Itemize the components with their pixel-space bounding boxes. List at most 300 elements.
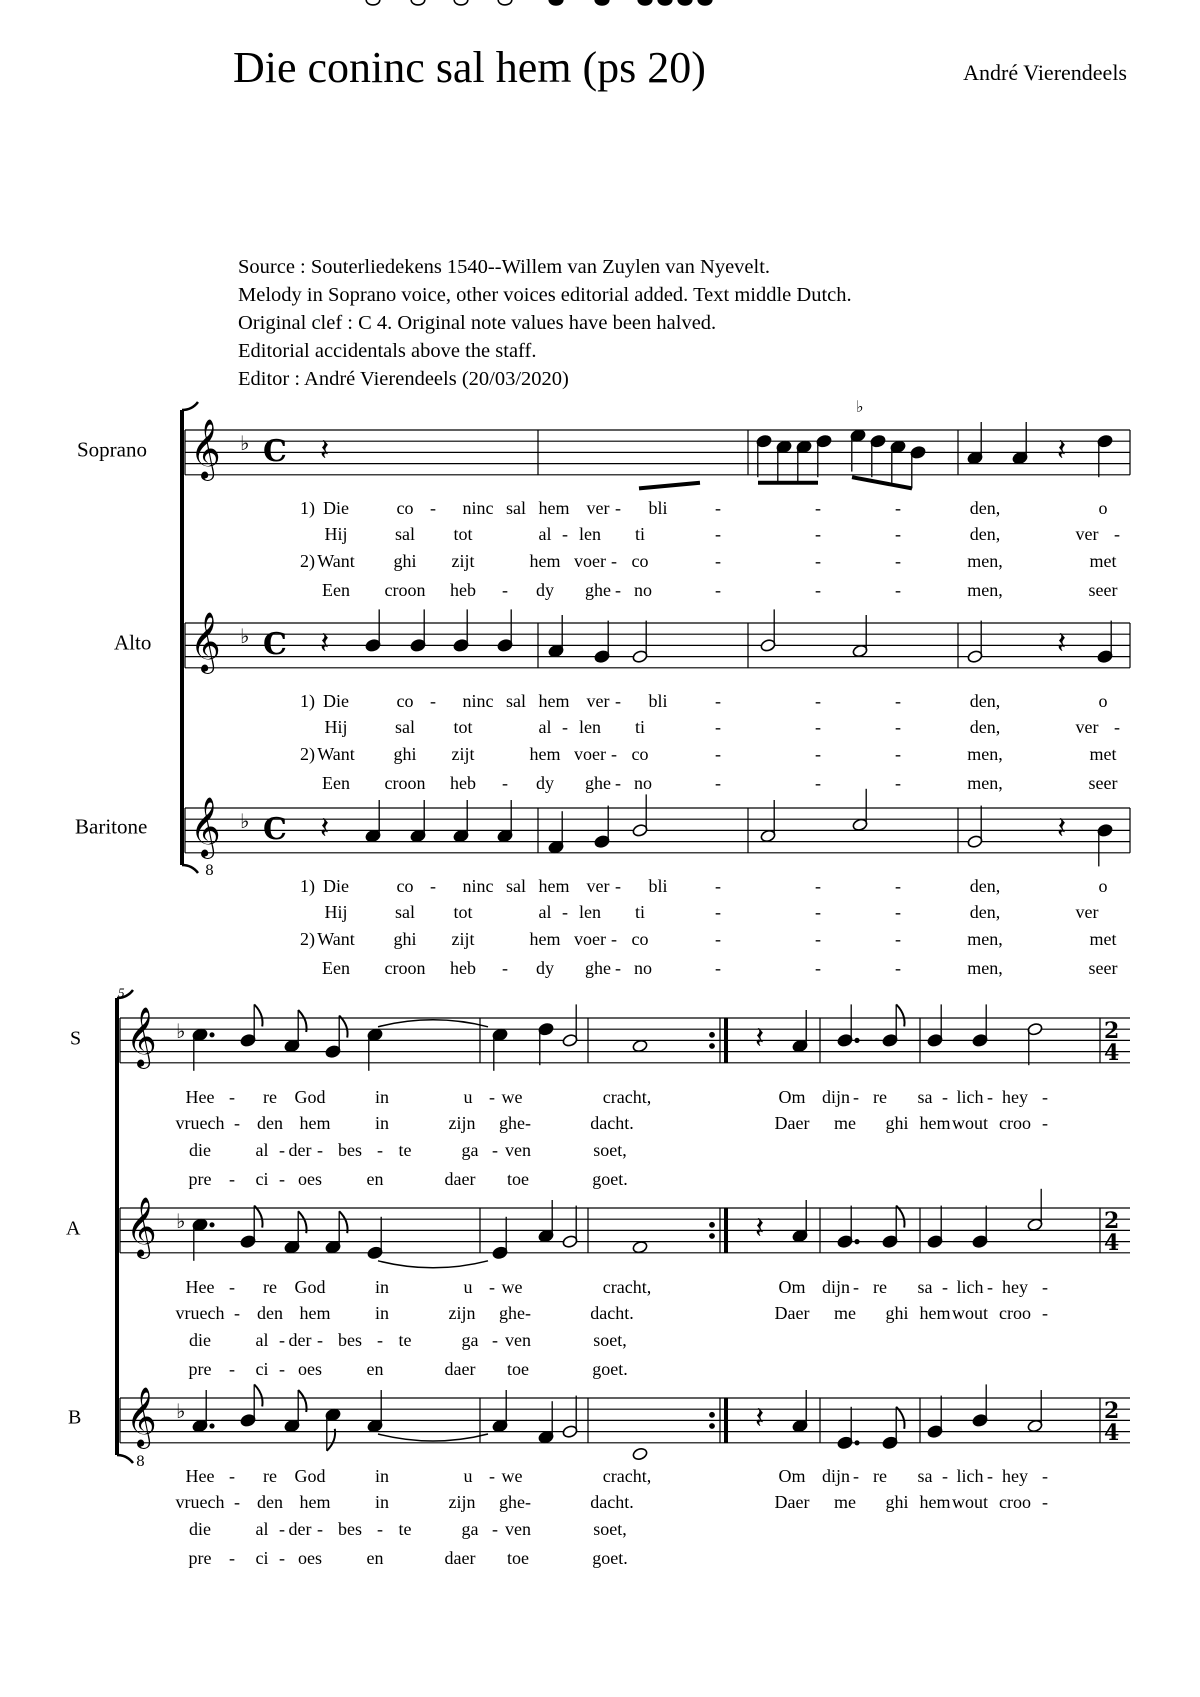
lyric-syllable: men, <box>967 958 1003 978</box>
time-signature-common: C <box>263 627 287 662</box>
lyric-syllable: ti <box>634 902 646 922</box>
lyric-syllable: hem <box>538 876 570 896</box>
lyric-syllable: den, <box>969 498 1001 518</box>
lyric-syllable: hem <box>299 1303 331 1323</box>
lyric-syllable: croo <box>999 1113 1031 1133</box>
lyric-syllable: ghe <box>499 1492 525 1512</box>
lyric-syllable: sal <box>506 876 526 896</box>
lyric-syllable: - <box>430 876 436 896</box>
tie <box>378 1020 488 1027</box>
lyric-syllable: ver <box>586 691 610 711</box>
lyric-syllable: - <box>942 1087 948 1107</box>
lyric-syllable: o <box>1098 498 1108 518</box>
lyric-syllable: God <box>294 1277 326 1297</box>
lyric-syllable: - <box>815 958 821 978</box>
lyric-syllable: - <box>615 773 621 793</box>
voice-abbr-b: B <box>68 1406 82 1429</box>
lyric-syllable: hem <box>919 1492 951 1512</box>
lyric-syllable: - <box>987 1087 993 1107</box>
lyric-syllable: Die <box>323 876 349 896</box>
lyric-syllable: we <box>501 1087 523 1107</box>
lyric-syllable: heb <box>450 958 476 978</box>
note-editor: Editor : André Vierendeels (20/03/2020) <box>238 368 569 390</box>
beam <box>852 477 912 488</box>
lyric-syllable: Daer <box>774 1303 810 1323</box>
lyric-syllable: - <box>715 773 721 793</box>
lyric-syllable: no <box>634 958 652 978</box>
lyric-syllable: ti <box>634 524 646 544</box>
lyric-syllable: den <box>257 1113 283 1133</box>
lyric-syllable: - <box>895 717 901 737</box>
lyric-syllable: al <box>538 717 552 737</box>
voice-label-baritone: Baritone <box>75 814 148 839</box>
lyric-syllable: den, <box>969 691 1001 711</box>
lyric-syllable: Hij <box>324 902 348 922</box>
lyric-syllable: Om <box>778 1087 806 1107</box>
lyric-syllable: - <box>279 1140 285 1160</box>
lyric-syllable: Want <box>317 744 355 764</box>
key-signature-flat: ♭ <box>240 624 250 648</box>
voice-abbr-a: A <box>66 1217 81 1240</box>
lyric-syllable: al <box>538 524 552 544</box>
treble-clef: 𝄞 <box>126 1387 157 1447</box>
lyric-syllable: croon <box>384 580 426 600</box>
lyric-syllable: - <box>317 1330 323 1350</box>
lyric-syllable: - <box>715 876 721 896</box>
note-head <box>366 0 380 5</box>
bracket-hook <box>182 402 198 410</box>
lyric-syllable: re <box>873 1087 887 1107</box>
lyric-syllable: al <box>255 1330 269 1350</box>
lyric-syllable: den, <box>969 717 1001 737</box>
lyric-syllable: in <box>374 1303 390 1323</box>
lyric-syllable: God <box>294 1087 326 1107</box>
lyric-syllable: - <box>715 524 721 544</box>
lyric-syllable: wout <box>952 1492 988 1512</box>
lyric-syllable: zijt <box>451 551 475 571</box>
dot <box>855 1441 859 1445</box>
lyric-syllable: croon <box>384 958 426 978</box>
clef-octave-mark: 8 <box>205 863 214 879</box>
lyric-syllable: pre <box>188 1548 212 1568</box>
lyric-syllable: Een <box>322 773 350 793</box>
lyric-syllable: te <box>398 1140 412 1160</box>
time-signature-common: C <box>263 434 287 469</box>
lyric-syllable: - <box>715 498 721 518</box>
lyric-syllable: - <box>895 876 901 896</box>
lyric-syllable: voer <box>574 551 606 571</box>
lyric-syllable: - <box>611 744 617 764</box>
lyric-syllable: - <box>279 1519 285 1539</box>
key-signature-flat: ♭ <box>240 431 250 455</box>
lyric-syllable: den, <box>969 902 1001 922</box>
lyric-syllable: ci <box>255 1169 269 1189</box>
note-melody: Melody in Soprano voice, other voices editorial added. Text middle Dutch. <box>238 284 852 306</box>
lyric-syllable: - <box>1042 1466 1048 1486</box>
clef-octave-mark: 8 <box>136 1454 145 1470</box>
lyric-syllable: te <box>398 1330 412 1350</box>
lyric-syllable: oes <box>298 1169 322 1189</box>
lyric-syllable: bes <box>338 1519 362 1539</box>
lyric-syllable: sal <box>395 524 415 544</box>
lyric-syllable: - <box>492 1330 498 1350</box>
note-flag <box>254 1004 262 1026</box>
lyric-syllable: hem <box>538 498 570 518</box>
lyric-syllable: ghe <box>585 580 611 600</box>
lyric-syllable: ci <box>255 1359 269 1379</box>
lyric-syllable: met <box>1089 744 1117 764</box>
lyric-syllable: - <box>430 498 436 518</box>
lyric-syllable: heb <box>450 773 476 793</box>
lyric-syllable: - <box>715 744 721 764</box>
lyric-syllable: len <box>579 524 601 544</box>
lyric-syllable: men, <box>967 551 1003 571</box>
lyric-syllable: - <box>234 1492 240 1512</box>
lyric-syllable: lich <box>956 1087 984 1107</box>
time-signature-den: 4 <box>1104 1420 1120 1446</box>
lyric-syllable: zijn <box>448 1492 476 1512</box>
lyric-syllable: heb <box>450 580 476 600</box>
verse-number: 2) <box>300 929 315 949</box>
treble-clef: 𝄞 <box>190 797 221 857</box>
lyric-syllable: Want <box>317 929 355 949</box>
verse-number: 1) <box>300 498 315 518</box>
lyric-syllable: u <box>463 1087 473 1107</box>
lyric-syllable: - <box>615 498 621 518</box>
lyric-syllable: o <box>1098 876 1108 896</box>
voice-abbr-s: S <box>70 1027 82 1050</box>
lyric-syllable: goet. <box>592 1359 628 1379</box>
tie <box>378 1434 488 1441</box>
lyric-syllable: hem <box>538 691 570 711</box>
note-head <box>632 1447 648 1461</box>
bracket-hook <box>117 1455 133 1463</box>
lyric-syllable: cracht, <box>602 1087 652 1107</box>
lyric-syllable: die <box>189 1519 211 1539</box>
time-signature-den: 4 <box>1104 1230 1120 1256</box>
lyric-syllable: wout <box>952 1303 988 1323</box>
lyric-syllable: sal <box>506 691 526 711</box>
lyric-syllable: hem <box>299 1113 331 1133</box>
lyric-syllable: - <box>234 1303 240 1323</box>
lyric-syllable: - <box>815 876 821 896</box>
lyric-syllable: - <box>895 958 901 978</box>
lyric-syllable: dacht. <box>590 1113 634 1133</box>
lyric-syllable: - <box>377 1140 383 1160</box>
lyric-syllable: - <box>1042 1113 1048 1133</box>
lyric-syllable: - <box>615 876 621 896</box>
repeat-dot <box>710 1044 715 1049</box>
dot <box>210 1033 214 1037</box>
lyric-syllable: en <box>366 1548 384 1568</box>
lyric-syllable: re <box>263 1087 277 1107</box>
lyric-syllable: - <box>715 902 721 922</box>
time-signature-num: 2 <box>1104 1398 1120 1424</box>
lyric-syllable: hey <box>1002 1087 1028 1107</box>
treble-clef: 𝄞 <box>126 1007 157 1067</box>
lyric-syllable: - <box>853 1277 859 1297</box>
lyric-syllable: ver <box>1075 524 1099 544</box>
lyric-syllable: no <box>634 580 652 600</box>
lyric-syllable: dijn <box>821 1277 851 1297</box>
lyric-syllable: hey <box>1002 1466 1028 1486</box>
key-signature-flat: ♭ <box>176 1209 186 1233</box>
note-head <box>632 1240 648 1254</box>
time-signature-den: 4 <box>1104 1040 1120 1066</box>
lyric-syllable: co <box>631 929 649 949</box>
lyric-syllable: Om <box>778 1466 806 1486</box>
lyric-syllable: zijn <box>448 1303 476 1323</box>
lyric-syllable: hem <box>529 744 561 764</box>
lyric-syllable: croo <box>999 1492 1031 1512</box>
lyric-syllable: hem <box>299 1492 331 1512</box>
quarter-rest: 𝄽 <box>755 1211 765 1246</box>
lyric-syllable: cracht, <box>602 1466 652 1486</box>
lyric-syllable: u <box>463 1277 473 1297</box>
lyric-syllable: ven <box>505 1519 531 1539</box>
lyric-syllable: Hij <box>324 524 348 544</box>
lyric-syllable: - <box>562 524 568 544</box>
lyric-syllable: vruech <box>175 1303 225 1323</box>
lyric-syllable: - <box>815 580 821 600</box>
lyric-syllable: - <box>1114 717 1120 737</box>
time-signature-num: 2 <box>1104 1208 1120 1234</box>
lyric-syllable: toe <box>507 1548 529 1568</box>
lyric-syllable: al <box>255 1519 269 1539</box>
lyric-syllable: der <box>288 1330 312 1350</box>
lyric-syllable: len <box>579 717 601 737</box>
key-signature-flat: ♭ <box>176 1399 186 1423</box>
lyric-syllable: met <box>1089 929 1117 949</box>
lyric-syllable: me <box>834 1492 856 1512</box>
lyric-syllable: dacht. <box>590 1303 634 1323</box>
lyric-syllable: ghi <box>393 551 417 571</box>
lyric-syllable: der <box>288 1140 312 1160</box>
lyric-syllable: - <box>895 524 901 544</box>
lyric-syllable: bli <box>648 498 668 518</box>
note-flag <box>896 1004 904 1026</box>
editorial-flat: ♭ <box>856 397 864 416</box>
lyric-syllable: ga <box>461 1519 479 1539</box>
lyric-syllable: Hee <box>185 1466 215 1486</box>
lyric-syllable: - <box>234 1113 240 1133</box>
lyric-syllable: - <box>895 773 901 793</box>
lyric-syllable: sa <box>917 1277 933 1297</box>
lyric-syllable: - <box>615 958 621 978</box>
lyric-syllable: - <box>942 1277 948 1297</box>
lyric-syllable: dy <box>536 773 554 793</box>
lyric-syllable: - <box>942 1466 948 1486</box>
lyric-syllable: wout <box>952 1113 988 1133</box>
lyric-syllable: ghi <box>885 1113 909 1133</box>
lyric-syllable: - <box>895 551 901 571</box>
lyric-syllable: daer <box>444 1169 476 1189</box>
lyric-syllable: - <box>715 691 721 711</box>
lyric-syllable: Die <box>323 498 349 518</box>
lyric-syllable: Hee <box>185 1277 215 1297</box>
lyric-syllable: men, <box>967 744 1003 764</box>
lyric-syllable: we <box>501 1466 523 1486</box>
lyric-syllable: - <box>489 1087 495 1107</box>
lyric-syllable: co <box>631 744 649 764</box>
lyric-syllable: en <box>366 1359 384 1379</box>
lyric-syllable: sa <box>917 1087 933 1107</box>
repeat-dot <box>710 1424 715 1429</box>
lyric-syllable: die <box>189 1330 211 1350</box>
lyric-syllable: - <box>279 1330 285 1350</box>
lyric-syllable: seer <box>1088 773 1118 793</box>
lyric-syllable: - <box>987 1277 993 1297</box>
lyric-syllable: - <box>1114 524 1120 544</box>
lyric-syllable: ga <box>461 1140 479 1160</box>
lyric-syllable: ghe <box>585 773 611 793</box>
lyric-syllable: die <box>189 1140 211 1160</box>
lyric-syllable: en <box>366 1169 384 1189</box>
lyric-syllable: sal <box>395 717 415 737</box>
lyric-syllable: in <box>374 1113 390 1133</box>
lyric-syllable: dacht. <box>590 1492 634 1512</box>
lyric-syllable: hem <box>529 551 561 571</box>
lyric-syllable: der <box>288 1519 312 1539</box>
bracket-hook <box>182 865 198 873</box>
lyric-syllable: - <box>492 1519 498 1539</box>
lyric-syllable: - <box>815 902 821 922</box>
lyric-syllable: - <box>815 773 821 793</box>
lyric-syllable: soet, <box>593 1519 627 1539</box>
lyric-syllable: - <box>1042 1492 1048 1512</box>
lyric-syllable: - <box>492 1140 498 1160</box>
lyric-syllable: ghi <box>885 1492 909 1512</box>
dot <box>855 1038 859 1042</box>
quarter-rest: 𝄽 <box>1057 433 1067 468</box>
quarter-rest: 𝄽 <box>1057 811 1067 846</box>
lyric-syllable: dy <box>536 580 554 600</box>
lyric-syllable: ninc <box>462 498 494 518</box>
lyric-syllable: - <box>615 691 621 711</box>
lyric-syllable: - <box>279 1359 285 1379</box>
lyric-syllable: - <box>715 551 721 571</box>
lyric-syllable: ver <box>586 498 610 518</box>
verse-number: 2) <box>300 551 315 571</box>
verse-number: 1) <box>300 691 315 711</box>
lyric-syllable: Daer <box>774 1492 810 1512</box>
lyric-syllable: in <box>374 1492 390 1512</box>
lyric-syllable: vruech <box>175 1113 225 1133</box>
note-head <box>411 0 425 5</box>
lyric-syllable: - <box>611 551 617 571</box>
lyric-syllable: Een <box>322 580 350 600</box>
key-signature-flat: ♭ <box>176 1019 186 1043</box>
lyric-syllable: - <box>377 1330 383 1350</box>
measure-number: 5 <box>118 985 125 1000</box>
lyric-syllable: - <box>715 929 721 949</box>
lyric-syllable: pre <box>188 1169 212 1189</box>
lyric-syllable: hem <box>529 929 561 949</box>
lyric-syllable: - <box>502 958 508 978</box>
time-signature-num: 2 <box>1104 1018 1120 1044</box>
lyric-syllable: - <box>895 580 901 600</box>
lyric-syllable: seer <box>1088 580 1118 600</box>
lyric-syllable: - <box>562 902 568 922</box>
key-signature-flat: ♭ <box>240 809 250 833</box>
lyric-syllable: - <box>895 902 901 922</box>
lyric-syllable: ga <box>461 1330 479 1350</box>
lyric-syllable: - <box>715 958 721 978</box>
lyric-syllable: voer <box>574 744 606 764</box>
lyric-syllable: - <box>229 1277 235 1297</box>
lyric-syllable: ghe <box>499 1303 525 1323</box>
lyric-syllable: ven <box>505 1140 531 1160</box>
lyric-syllable: ven <box>505 1330 531 1350</box>
lyric-syllable: co <box>396 691 414 711</box>
lyric-syllable: - <box>1042 1277 1048 1297</box>
time-signature-common: C <box>263 812 287 847</box>
lyric-syllable: al <box>538 902 552 922</box>
lyric-syllable: co <box>396 876 414 896</box>
lyric-syllable: - <box>1042 1303 1048 1323</box>
lyric-syllable: croon <box>384 773 426 793</box>
note-head <box>595 0 609 5</box>
quarter-rest: 𝄽 <box>755 1021 765 1056</box>
note-head <box>638 0 652 5</box>
lyric-syllable: den <box>257 1303 283 1323</box>
lyric-syllable: in <box>374 1277 390 1297</box>
note-head <box>698 0 712 5</box>
lyric-syllable: soet, <box>593 1140 627 1160</box>
lyric-syllable: - <box>502 580 508 600</box>
treble-clef: 𝄞 <box>190 612 221 672</box>
lyric-syllable: - <box>525 1303 531 1323</box>
lyric-syllable: - <box>562 717 568 737</box>
lyric-syllable: - <box>229 1548 235 1568</box>
note-head <box>498 0 512 5</box>
lyric-syllable: den, <box>969 524 1001 544</box>
lyric-syllable: Want <box>317 551 355 571</box>
lyric-syllable: goet. <box>592 1169 628 1189</box>
note-head <box>632 1039 648 1053</box>
lyric-syllable: tot <box>453 524 473 544</box>
lyric-syllable: den, <box>969 876 1001 896</box>
lyric-syllable: - <box>317 1140 323 1160</box>
repeat-dot <box>710 1033 715 1038</box>
lyric-syllable: me <box>834 1303 856 1323</box>
lyric-syllable: ghe <box>585 958 611 978</box>
lyric-syllable: Hee <box>185 1087 215 1107</box>
lyric-syllable: daer <box>444 1548 476 1568</box>
lyric-syllable: - <box>815 498 821 518</box>
lyric-syllable: dijn <box>821 1087 851 1107</box>
lyric-syllable: Hij <box>324 717 348 737</box>
lyric-syllable: pre <box>188 1359 212 1379</box>
lyric-syllable: - <box>229 1359 235 1379</box>
lyric-syllable: zijt <box>451 744 475 764</box>
lyric-syllable: zijn <box>448 1113 476 1133</box>
note-head <box>454 0 468 5</box>
lyric-syllable: ghe <box>499 1113 525 1133</box>
lyric-syllable: tot <box>453 717 473 737</box>
lyric-syllable: men, <box>967 773 1003 793</box>
lyric-syllable: cracht, <box>602 1277 652 1297</box>
lyric-syllable: den <box>257 1492 283 1512</box>
lyric-syllable: re <box>263 1466 277 1486</box>
lyric-syllable: sal <box>506 498 526 518</box>
lyric-syllable: - <box>279 1169 285 1189</box>
note-flag <box>254 1206 262 1228</box>
note-flag <box>896 1206 904 1228</box>
lyric-syllable: we <box>501 1277 523 1297</box>
lyric-syllable: - <box>229 1169 235 1189</box>
lyric-syllable: bes <box>338 1330 362 1350</box>
